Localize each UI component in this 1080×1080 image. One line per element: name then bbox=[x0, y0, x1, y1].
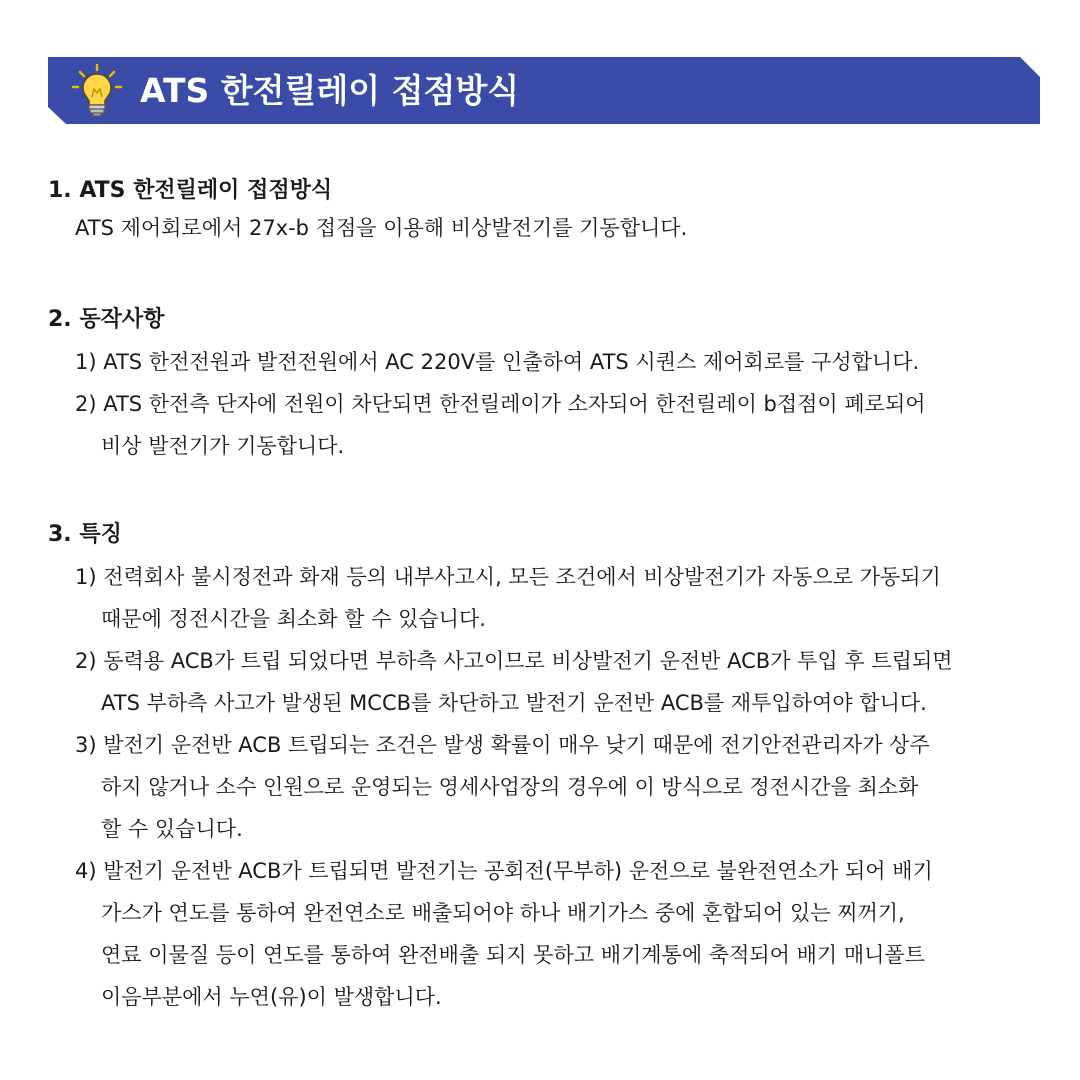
section-body: ATS 제어회로에서 27x-b 접점을 이용해 비상발전기를 기동합니다. bbox=[75, 216, 688, 240]
list-item bbox=[48, 724, 1048, 850]
list-item-line: 할 수 있습니다. bbox=[101, 817, 243, 841]
page-title: ATS 한전릴레이 접점방식 bbox=[140, 71, 520, 110]
section-features bbox=[48, 520, 1048, 1018]
lightbulb-icon bbox=[70, 63, 124, 119]
list-item bbox=[48, 556, 1048, 640]
list-item-line: 이음부분에서 누연(유)이 발생합니다. bbox=[101, 985, 442, 1009]
list-item bbox=[48, 341, 1048, 383]
list-item bbox=[48, 640, 1048, 724]
list-item-line: 가스가 연도를 통하여 완전연소로 배출되어야 하나 배기가스 중에 혼합되어 있는 찌꺼기, bbox=[101, 901, 905, 925]
list-item-line: 하지 않거나 소수 인원으로 운영되는 영세사업장의 경우에 이 방식으로 정전시간을 최소화 bbox=[101, 775, 919, 799]
list-item bbox=[48, 850, 1048, 1018]
list-item bbox=[48, 383, 1048, 467]
list-item-line: ATS 부하측 사고가 발생된 MCCB를 차단하고 발전기 운전반 ACB를 재투입하여야 합니다. bbox=[101, 691, 927, 715]
section-operation bbox=[48, 305, 1048, 467]
list-item-line: 2) ATS 한전측 단자에 전원이 차단되면 한전릴레이가 소자되어 한전릴레이 b접점이 폐로되어 bbox=[75, 392, 926, 416]
section-heading: 3. 특징 bbox=[48, 522, 122, 547]
list-item-line: 3) 발전기 운전반 ACB 트립되는 조건은 발생 확률이 매우 낮기 때문에 전기안전관리자가 상주 bbox=[75, 733, 930, 757]
list-item-line: 연료 이물질 등이 연도를 통하여 완전배출 되지 못하고 배기계통에 축적되어 배기 매니폴트 bbox=[101, 943, 926, 967]
section-heading: 1. ATS 한전릴레이 접점방식 bbox=[48, 178, 333, 203]
list-item-line: 1) ATS 한전전원과 발전전원에서 AC 220V를 인출하여 ATS 시퀀스 제어회로를 구성합니다. bbox=[75, 350, 920, 374]
list-item-line: 1) 전력회사 불시정전과 화재 등의 내부사고시, 모든 조건에서 비상발전기가 자동으로 가동되기 bbox=[75, 565, 941, 589]
list-item-line: 때문에 정전시간을 최소화 할 수 있습니다. bbox=[101, 607, 486, 631]
list-item-line: 비상 발전기가 기동합니다. bbox=[101, 434, 345, 458]
title-banner bbox=[48, 57, 1040, 124]
list-item-line: 4) 발전기 운전반 ACB가 트립되면 발전기는 공회전(무부하) 운전으로 불완전연소가 되어 배기 bbox=[75, 859, 933, 883]
section-heading: 2. 동작사항 bbox=[48, 307, 165, 332]
section-ats-contact-method bbox=[48, 176, 1048, 249]
list-item-line: 2) 동력용 ACB가 트립 되었다면 부하측 사고이므로 비상발전기 운전반 ACB가 투입 후 트립되면 bbox=[75, 649, 953, 673]
